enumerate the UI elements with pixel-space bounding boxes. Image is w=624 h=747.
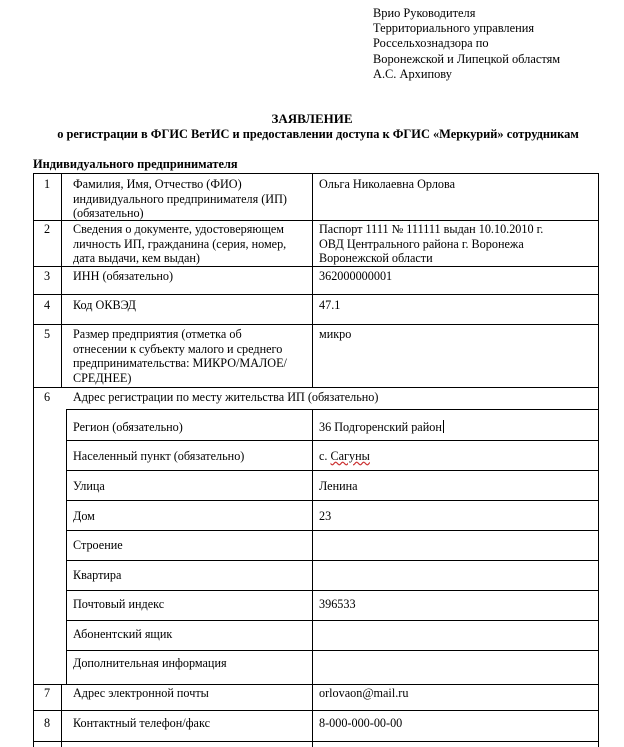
row-label-line: отнесении к субъекту малого и среднего (73, 341, 283, 356)
address-section-header: Адрес регистрации по месту жительства ИП (обязательно) (73, 390, 379, 404)
addressee-line: Врио Руководителя (373, 6, 476, 20)
row-label-line: дата выдачи, кем выдан) (73, 251, 200, 266)
row-label: Адрес электронной почты (73, 686, 209, 700)
row-label (73, 222, 286, 266)
addressee-line: Россельхознадзора по (373, 36, 489, 51)
address-field-value: 23 (319, 509, 332, 523)
row-label (73, 269, 173, 284)
address-field-value (319, 420, 444, 435)
row-value-line: Ольга Николаевна Орлова (319, 177, 456, 191)
row-number: 7 (43, 686, 51, 700)
row-number: 2 (43, 222, 51, 236)
phone-value: 8-000-000-00-00 (319, 716, 403, 730)
email-value: orlovaon@mail.ru (319, 686, 409, 700)
region-value: 36 Подгоренский район (319, 420, 442, 434)
address-field-value: Ленина (319, 479, 358, 493)
row-label-line: ИНН (обязательно) (73, 269, 174, 283)
row-label-line: индивидуального предпринимателя (ИП) (73, 191, 287, 206)
row-label-line: Сведения о документе, удостоверяющем (73, 222, 284, 236)
row-value-line: Паспорт 1111 № 111111 выдан 10.10.2010 г. (319, 222, 544, 236)
row-label (73, 298, 136, 313)
row-label-line: СРЕДНЕЕ) (73, 370, 132, 385)
row-value (319, 298, 340, 313)
address-field-label: Почтовый индекс (73, 597, 165, 611)
row-label-line: Код ОКВЭД (73, 298, 136, 312)
address-field-label: Регион (обязательно) (73, 420, 183, 434)
address-field-label: Строение (73, 538, 123, 552)
document-title: ЗАЯВЛЕНИЕ (271, 111, 353, 126)
row-value-line: микро (319, 327, 352, 341)
row-value-line: Воронежской области (319, 251, 433, 266)
row-number: 8 (43, 716, 51, 730)
addressee-block (373, 6, 560, 82)
row-value (319, 269, 392, 284)
section-heading: Индивидуального предпринимателя (33, 157, 238, 171)
row-label-line: личность ИП, гражданина (серия, номер, (73, 236, 287, 251)
row-value (319, 177, 455, 192)
row-label: Контактный телефон/факс (73, 716, 210, 730)
row-number: 3 (43, 269, 51, 283)
addressee-line: Территориального управления (373, 21, 535, 36)
address-field-value: 396533 (319, 597, 356, 611)
row-value-line: 362000000001 (319, 269, 393, 283)
address-field-label: Дом (73, 509, 95, 523)
addressee-line: Воронежской и Липецкой областям (373, 51, 561, 66)
address-field-label: Дополнительная информация (73, 656, 227, 670)
addressee-line: А.С. Архипову (373, 66, 452, 81)
row-value (319, 222, 543, 266)
row-label-line: Фамилия, Имя, Отчество (ФИО) (73, 177, 242, 191)
locality-value: Сагуны (330, 449, 370, 463)
address-field-value (319, 449, 370, 464)
row-number: 4 (43, 298, 51, 312)
row-label (73, 327, 287, 385)
text-cursor (443, 420, 444, 433)
row-value-line: ОВД Центрального района г. Воронежа (319, 236, 524, 251)
address-field-label: Квартира (73, 568, 122, 582)
row-value-line: 47.1 (319, 298, 341, 312)
row-label (73, 177, 287, 221)
row-value (319, 327, 351, 342)
address-field-label: Абонентский ящик (73, 627, 173, 641)
row-number: 6 (43, 390, 51, 404)
document-subtitle: о регистрации в ФГИС ВетИС и предоставлении доступа к ФГИС «Меркурий» сотрудникам (57, 127, 579, 141)
address-field-label: Населенный пункт (обязательно) (73, 449, 245, 463)
row-number: 1 (43, 177, 51, 191)
address-field-label: Улица (73, 479, 105, 493)
locality-prefix: с. (319, 449, 331, 463)
row-label-line: предпринимательства: МИКРО/МАЛОЕ/ (73, 356, 287, 371)
row-label-line: Размер предприятия (отметка об (73, 327, 242, 341)
row-number: 5 (43, 327, 51, 341)
row-label-line: (обязательно) (73, 206, 144, 221)
